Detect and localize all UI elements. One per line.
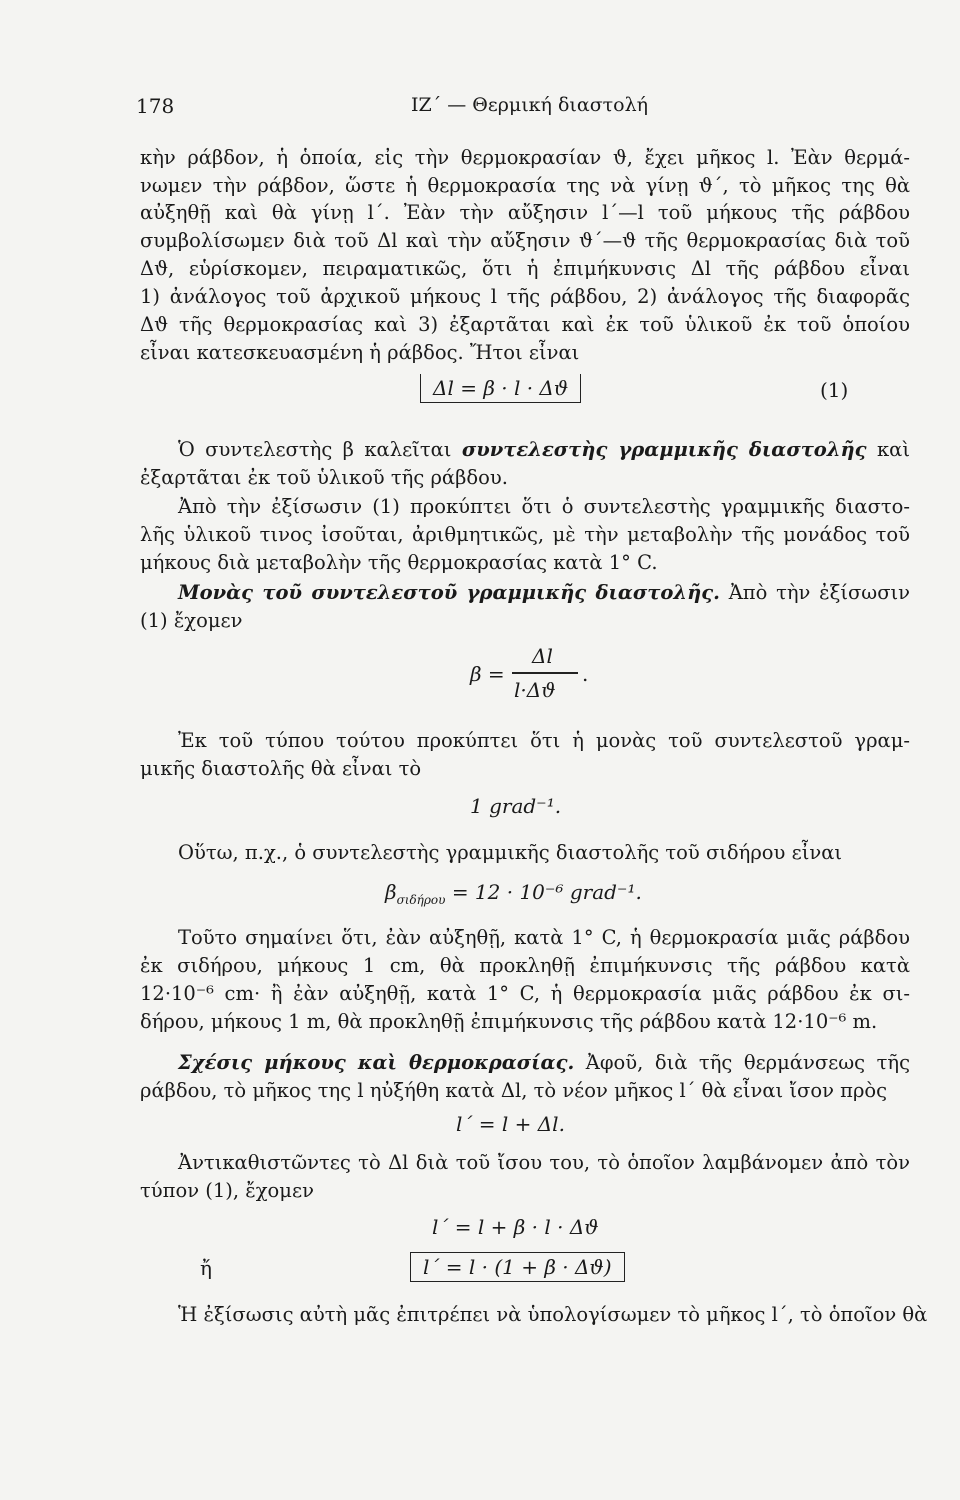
text-line: Ἀντικαθιστῶντες τὸ Δl διὰ τοῦ ἴσου του, τὸ ὁποῖον λαμβάνομεν ἀπὸ τὸν [178, 1151, 910, 1174]
equation-1: Δl = β · l · Δϑ [433, 376, 569, 400]
text-line: ἐκ σιδήρου, μήκους 1 cm, θὰ προκληθῇ ἐπιμήκυνσις τῆς ράβδου κατὰ [140, 954, 910, 977]
text-span: Ἀφοῦ, διὰ τῆς θερμάνσεως τῆς [585, 1051, 910, 1074]
equation-4-symbol: β [385, 880, 397, 904]
equation-2-denominator: l·Δϑ [514, 678, 556, 702]
section-heading: Σχέσις μήκους καὶ θερμοκρασίας. [178, 1051, 575, 1074]
running-title: ΙΖ΄ — Θερμική διαστολή [411, 94, 649, 116]
text-line: μήκους διὰ μεταβολὴν τῆς θερμοκρασίας κατὰ 1° C. [140, 551, 658, 574]
text-line: Ἀπὸ τὴν ἐξίσωσιν (1) προκύπτει ὅτι ὁ συντελεστὴς γραμμικῆς διαστο- [178, 495, 910, 518]
equation-5: l΄ = l + Δl. [456, 1112, 565, 1136]
text-line: 12·10⁻⁶ cm· ἢ ἐὰν αὐξηθῇ, κατὰ 1° C, ἡ θερμοκρασία μιᾶς ράβδου ἐκ σι- [140, 982, 910, 1005]
or-word: ἤ [200, 1256, 212, 1280]
equation-2-numerator: Δl [532, 644, 553, 668]
equation-4 [385, 880, 642, 907]
text-line: τύπον (1), ἔχομεν [140, 1179, 314, 1202]
text-span: καὶ [876, 438, 910, 461]
text-line [178, 580, 910, 606]
equation-number: (1) [820, 378, 849, 402]
text-line: (1) ἔχομεν [140, 609, 243, 632]
text-line: δήρου, μήκους 1 m, θὰ προκληθῇ ἐπιμήκυνσις τῆς ράβδου κατὰ 12·10⁻⁶ m. [140, 1010, 878, 1033]
text-line: Ἡ ἐξίσωσις αὐτὴ μᾶς ἐπιτρέπει νὰ ὑπολογίσωμεν τὸ μῆκος l΄, τὸ ὁποῖον θὰ [178, 1303, 928, 1326]
text-line: ἐξαρτᾶται ἐκ τοῦ ὑλικοῦ τῆς ράβδου. [140, 466, 508, 489]
equation-4-subscript: σιδήρου [396, 893, 446, 907]
text-line: Δϑ τῆς θερμοκρασίας καὶ 3) ἐξαρτᾶται καὶ ἐκ τοῦ ὑλικοῦ ἐκ τοῦ ὁποίου [140, 313, 910, 336]
text-line: κὴν ράβδον, ἡ ὁποία, εἰς τὴν θερμοκρασίαν ϑ, ἔχει μῆκος l. Ἐὰν θερμά- [140, 146, 910, 169]
equation-3: 1 grad⁻¹. [470, 794, 562, 818]
equation-7: l΄ = l · (1 + β · Δϑ) [423, 1255, 612, 1279]
equation-2 [470, 640, 630, 710]
text-line: Τοῦτο σημαίνει ὅτι, ἐὰν αὐξηθῇ, κατὰ 1° C, ἡ θερμοκρασία μιᾶς ράβδου [178, 926, 910, 949]
section-heading: Μονὰς τοῦ συντελεστοῦ γραμμικῆς διαστολῆς. [178, 581, 720, 604]
equation-4-rhs: = 12 · 10⁻⁶ grad⁻¹. [451, 880, 642, 904]
text-line: Οὕτω, π.χ., ὁ συντελεστὴς γραμμικῆς διαστολῆς τοῦ σιδήρου εἶναι [178, 841, 843, 864]
text-span: Ὁ συντελεστὴς β καλεῖται [178, 438, 452, 461]
equation-7-box [410, 1252, 625, 1282]
text-line: Ἐκ τοῦ τύπου τούτου προκύπτει ὅτι ἡ μονὰς τοῦ συντελεστοῦ γραμ- [178, 729, 910, 752]
text-line: εἶναι κατεσκευασμένη ἡ ράβδος. Ἤτοι εἶναι [140, 341, 580, 364]
equation-6: l΄ = l + β · l · Δϑ [432, 1215, 599, 1239]
text-line [178, 1050, 910, 1076]
fraction-bar [512, 672, 578, 674]
text-line [178, 437, 910, 463]
text-line: ράβδου, τὸ μῆκος της l ηὐξήθη κατὰ Δl, τὸ νέον μῆκος l΄ θὰ εἶναι ἴσον πρὸς [140, 1079, 888, 1102]
text-line: νωμεν τὴν ράβδον, ὥστε ἡ θερμοκρασία της νὰ γίνῃ ϑ΄, τὸ μῆκος της θὰ [140, 174, 910, 197]
page-header [136, 94, 916, 124]
text-span: Ἀπὸ τὴν ἐξίσωσιν [728, 581, 911, 604]
equation-2-trail: . [582, 662, 589, 686]
equation-1-box [420, 374, 581, 403]
text-line: Δϑ, εὑρίσκομεν, πειραματικῶς, ὅτι ἡ ἐπιμήκυνσις Δl τῆς ράβδου εἶναι [140, 257, 910, 280]
term-highlight: συντελεστὴς γραμμικῆς διαστολῆς [461, 438, 867, 461]
text-line: συμβολίσωμεν διὰ τοῦ Δl καὶ τὴν αὔξησιν ϑ΄—ϑ τῆς θερμοκρασίας διὰ τοῦ [140, 229, 910, 252]
text-line: αὐξηθῇ καὶ θὰ γίνῃ l΄. Ἐὰν τὴν αὔξησιν l΄—l τοῦ μήκους τῆς ράβδου [140, 201, 910, 224]
text-line: μικῆς διαστολῆς θὰ εἶναι τὸ [140, 757, 422, 780]
text-line: 1) ἀνάλογος τοῦ ἀρχικοῦ μήκους l τῆς ράβδου, 2) ἀνάλογος τῆς διαφορᾶς [140, 285, 910, 308]
text-line: λῆς ὑλικοῦ τινος ἰσοῦται, ἀριθμητικῶς, μὲ τὴν μεταβολὴν τῆς μονάδος τοῦ [140, 523, 910, 546]
page-number: 178 [136, 94, 175, 118]
equation-2-lhs: β = [470, 662, 505, 686]
